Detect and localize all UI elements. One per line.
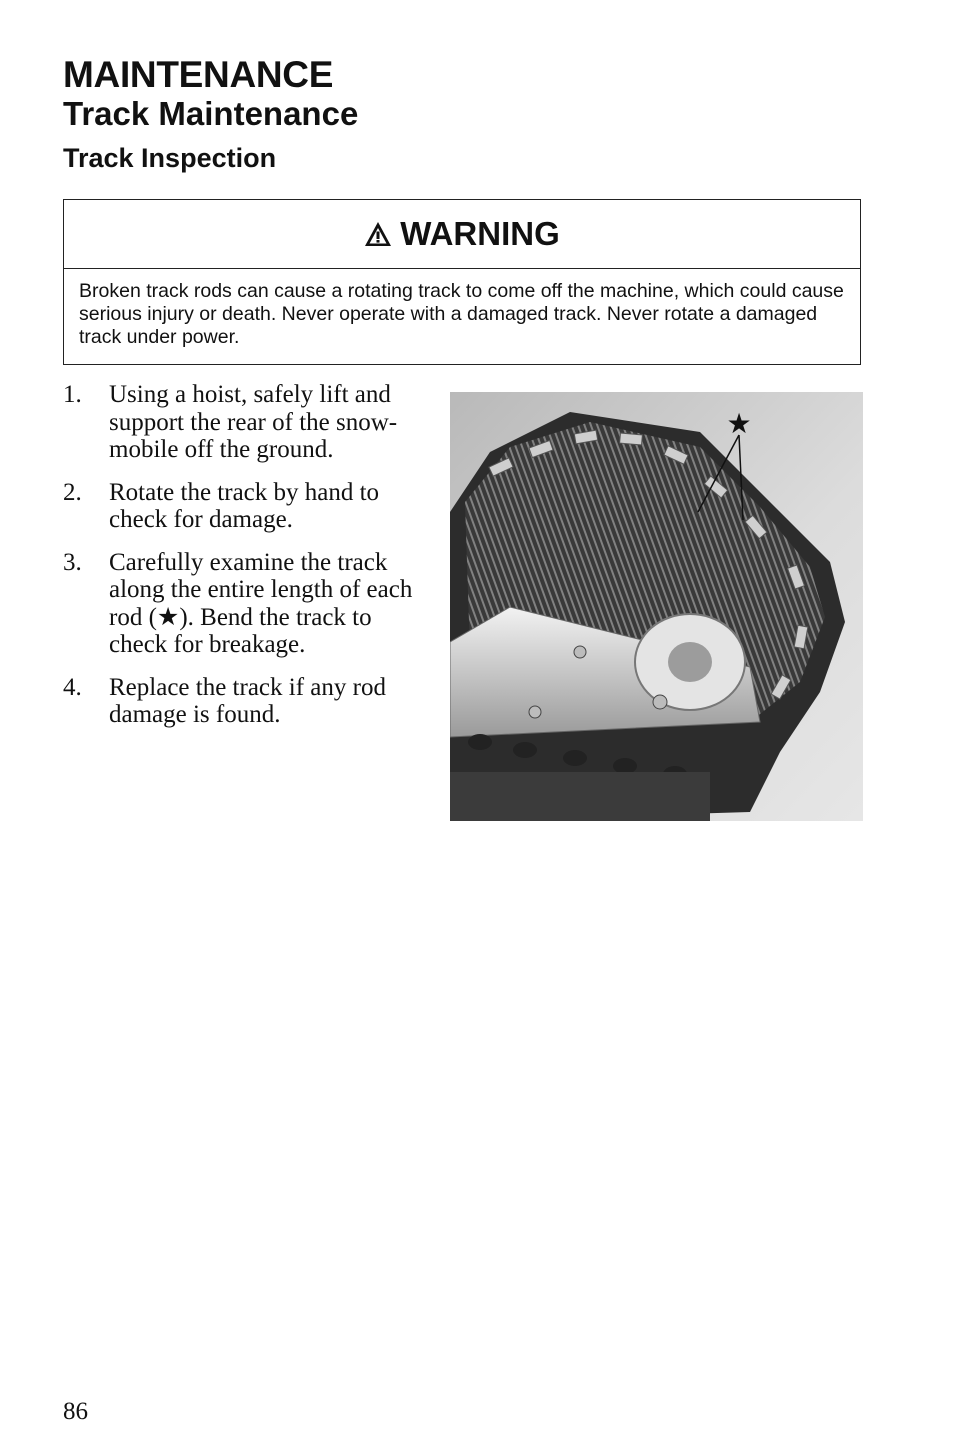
step-number: 3.	[63, 548, 82, 576]
warning-label: WARNING	[400, 215, 560, 252]
list-item	[63, 479, 435, 534]
warning-text: Broken track rods can cause a rotating track to come off the machine, which could cause serious injury or death. Never operate with a damaged track. Never rotate a damaged track under power.	[79, 280, 844, 348]
step-text: Rotate the track by hand to check for damage.	[109, 478, 380, 533]
step-text: Carefully examine the track along the entire length of each rod (★). Bend the track to check for breakage.	[109, 548, 413, 658]
track-photo	[450, 392, 863, 821]
list-item	[63, 674, 435, 729]
step-number: 1.	[63, 381, 82, 408]
callout-star: ★	[726, 407, 752, 440]
step-number: 4.	[63, 673, 82, 701]
steps-list	[63, 381, 435, 744]
page-title: Track Maintenance	[63, 95, 359, 132]
warning-box	[63, 199, 861, 365]
list-item	[63, 381, 435, 464]
warning-header	[64, 200, 860, 269]
track-illustration	[450, 392, 863, 821]
step-number: 2.	[63, 478, 82, 506]
subsection-title: Track Inspection	[63, 143, 277, 173]
warning-triangle-icon	[364, 221, 392, 247]
section-title: MAINTENANCE	[63, 54, 334, 95]
list-item	[63, 549, 435, 659]
step-text: Using a hoist, safely lift and support the rear of the snow-mobile off the ground.	[109, 381, 398, 463]
step-text: Replace the track if any rod damage is found.	[109, 673, 386, 728]
page-number: 86	[63, 1398, 88, 1425]
